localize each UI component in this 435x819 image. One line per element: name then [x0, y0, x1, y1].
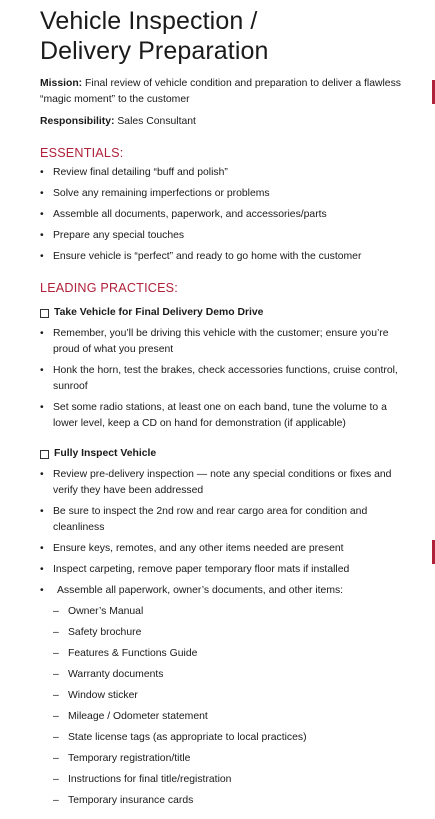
list-item: • Solve any remaining imperfections or problems [40, 186, 412, 202]
document-page [40, 6, 412, 809]
sub-list-item: – Safety brochure [40, 625, 412, 641]
mission-text: Final review of vehicle condition and preparation to deliver a flawless “magic moment” to the customer [40, 78, 401, 105]
sub-list-item: – Owner’s Manual [40, 604, 412, 620]
sub-list-item: – Features & Functions Guide [40, 646, 412, 662]
list-item: • Honk the horn, test the brakes, check accessories functions, cruise control, sunroof [40, 363, 412, 395]
leading-practices-heading: LEADING PRACTICES: [40, 281, 178, 295]
page-title [40, 6, 412, 66]
demo-drive-list [40, 326, 412, 432]
inspect-vehicle-list [40, 467, 412, 599]
sub-list-item: – Mileage / Odometer statement [40, 709, 412, 725]
sub-list-item: – State license tags (as appropriate to local practices) [40, 730, 412, 746]
responsibility-text: Sales Consultant [117, 116, 196, 127]
paperwork-sublist [40, 604, 412, 809]
checkbox-icon[interactable] [40, 309, 49, 318]
list-item: • Inspect carpeting, remove paper temporary floor mats if installed [40, 562, 412, 578]
checklist-title: Fully Inspect Vehicle [54, 448, 157, 459]
title-line-1: Vehicle Inspection / [40, 7, 258, 35]
list-item: • Set some radio stations, at least one on each band, tune the volume to a lower level, keep a CD on hand for demonstration (if applicable) [40, 400, 412, 432]
essentials-list [40, 165, 412, 265]
sub-list-item: – Warranty documents [40, 667, 412, 683]
mission-label: Mission: [40, 78, 83, 89]
list-item: • Ensure vehicle is “perfect” and ready to go home with the customer [40, 249, 412, 265]
list-item: • Assemble all documents, paperwork, and accessories/parts [40, 207, 412, 223]
list-item: • Prepare any special touches [40, 228, 412, 244]
list-item: • Review pre-delivery inspection — note any special conditions or fixes and verify they have been addressed [40, 467, 412, 499]
mission-statement [40, 76, 412, 108]
sub-list-item: – Instructions for final title/registration [40, 772, 412, 788]
sub-list-item: – Temporary registration/title [40, 751, 412, 767]
checklist-item-inspect-vehicle[interactable] [40, 446, 412, 462]
responsibility-statement [40, 114, 412, 130]
list-item: • Assemble all paperwork, owner’s documents, and other items: [40, 583, 412, 599]
sub-list-item: – Temporary insurance cards [40, 793, 412, 809]
title-line-2: Delivery Preparation [40, 37, 269, 65]
list-item: • Be sure to inspect the 2nd row and rear cargo area for condition and cleanliness [40, 504, 412, 536]
sub-list-item: – Window sticker [40, 688, 412, 704]
checkbox-icon[interactable] [40, 450, 49, 459]
list-item: • Ensure keys, remotes, and any other items needed are present [40, 541, 412, 557]
responsibility-label: Responsibility: [40, 116, 115, 127]
checklist-title: Take Vehicle for Final Delivery Demo Drive [54, 307, 264, 318]
list-item: • Review final detailing “buff and polish” [40, 165, 412, 181]
checklist-item-demo-drive[interactable] [40, 305, 412, 321]
list-item: • Remember, you’ll be driving this vehicle with the customer; ensure you’re proud of what you present [40, 326, 412, 358]
essentials-heading: ESSENTIALS: [40, 146, 124, 160]
